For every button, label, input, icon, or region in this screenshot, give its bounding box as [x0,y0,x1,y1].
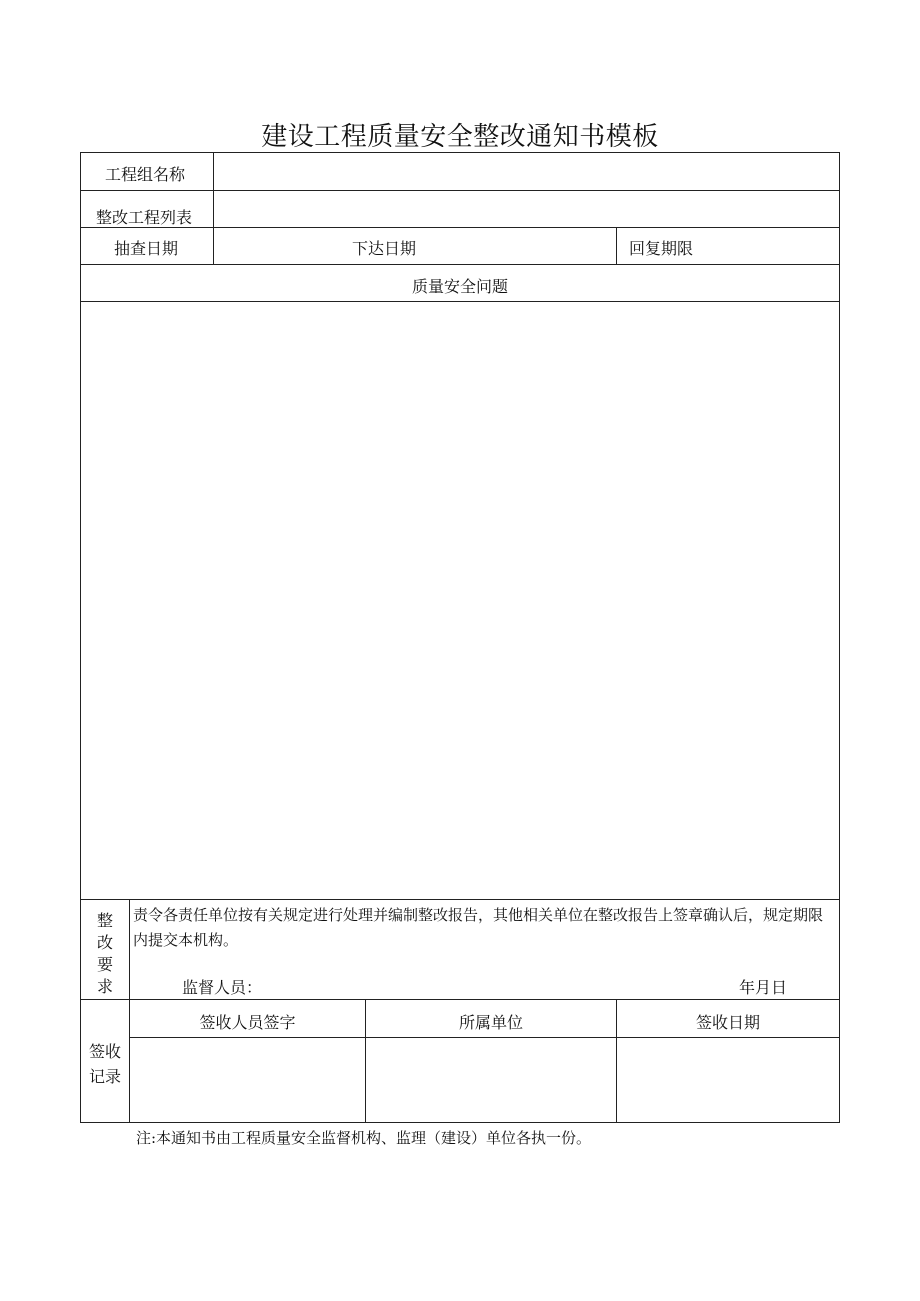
reply-deadline-label: 回复期限 [629,239,694,258]
receipt-unit-field[interactable] [372,1048,610,1108]
receipt-col-unit: 所属单位 [458,1013,523,1032]
supervisor-label: 监督人员： [182,978,263,997]
receipt-label: 签收记录 [88,1042,121,1086]
notice-form [80,152,840,1123]
receipt-col-date: 签收日期 [695,1013,760,1032]
col-divider [616,227,617,264]
receipt-date-field[interactable] [623,1048,833,1108]
col-divider [213,153,214,264]
rectify-list-field[interactable] [223,199,823,219]
receipt-col-signature: 签收人员签字 [199,1013,296,1032]
requirements-date-label: 年月日 [739,978,788,997]
row-divider [81,264,839,265]
row-divider [81,899,839,900]
rectify-list-label: 整改工程列表 [96,208,193,227]
row-divider [81,999,839,1000]
project-name-label: 工程组名称 [105,165,186,184]
receipt-signature-field[interactable] [136,1048,358,1108]
requirements-label: 整改要求 [96,911,113,996]
row-divider [81,301,839,302]
requirements-text: 责令各责任单位按有关规定进行处理并编制整改报告，其他相关单位在整改报告上签章确认后，规定期限内提交本机构。 [133,906,824,949]
project-name-field[interactable] [223,162,823,182]
inspection-date-label: 抽查日期 [114,239,179,258]
page-title: 建设工程质量安全整改通知书模板 [261,122,659,152]
issues-header: 质量安全问题 [411,277,508,296]
row-divider [129,1037,839,1038]
issue-date-label: 下达日期 [352,239,417,258]
issues-content-area[interactable] [89,311,829,891]
row-divider [81,190,839,191]
row-divider [81,227,839,228]
footer-note: 注:本通知书由工程质量安全监督机构、监理（建设）单位各执一份。 [136,1129,592,1147]
